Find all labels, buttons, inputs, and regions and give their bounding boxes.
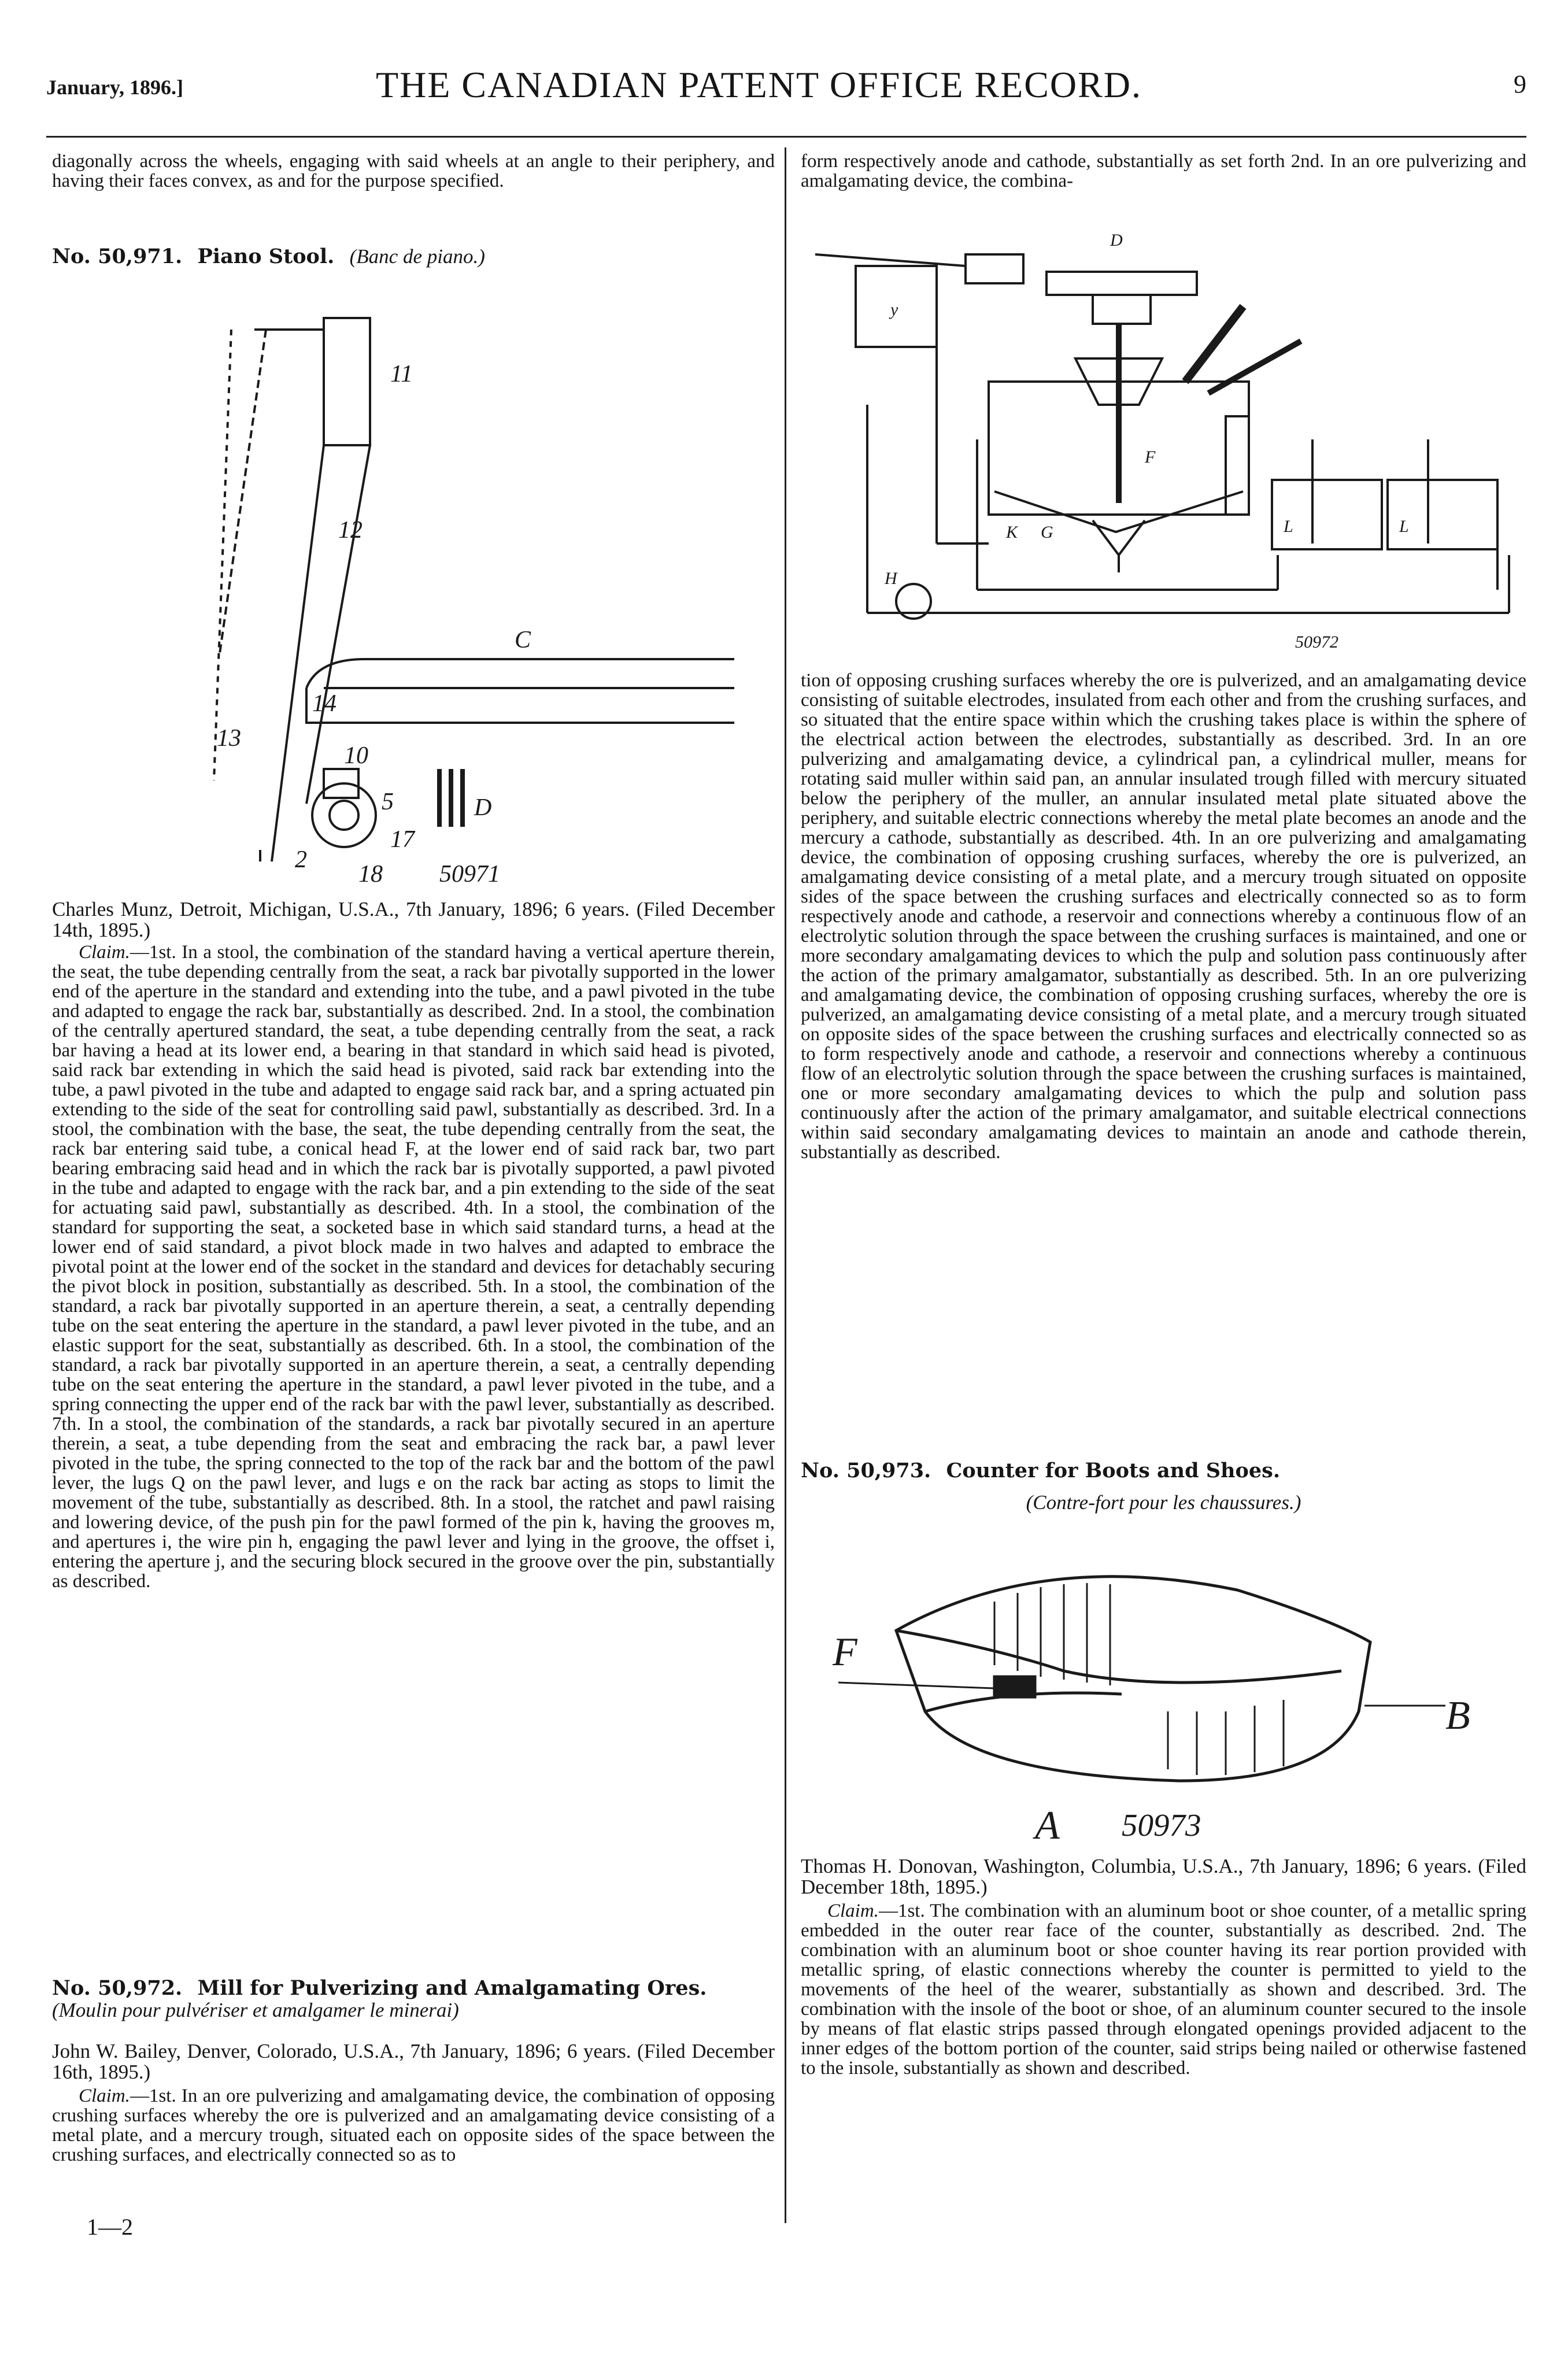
label-18: 18 (358, 861, 383, 885)
header-rule (46, 136, 1526, 138)
mill-figure (804, 231, 1526, 659)
patent-number: No. 50,973. (801, 1459, 931, 1482)
patent-heading-50973 (801, 1460, 1526, 1482)
inventor-50972: John W. Bailey, Denver, Colorado, U.S.A., 7th January, 1896; 6 years. (Filed December 16th, 1895.) (52, 2040, 775, 2083)
counter-outline (896, 1577, 1370, 1781)
patent-heading-50971 (52, 246, 775, 268)
label-d: D (1110, 231, 1123, 250)
claims-50972-continued: tion of opposing crushing surfaces whereby the ore is pulverized, and an amalgamating device consisting of suitable electrodes, insulated from each other and from the crushing surfaces, and so situated that the entire space within which the crushing takes place is within the sphere of the electrical action between the electrodes, substantially as described. 3rd. In an ore pulverizing and amalgamating device, a cylindrical pan, a cylindrical muller, means for rotating said muller within said pan, an annular insulated trough filled with mercury situated below the periphery of the muller, an annular insulated metal plate situated above the periphery, and suitable electric connections whereby the metal plate becomes an anode and the mercury a cathode, substantially as described. 4th. In an ore pulverizing and amalgamating device, the combination of opposing crushing surfaces, whereby the ore is pulverized, an amalgamating device consisting of a metal plate, and a mercury trough situated on opposite sides of the space between the crushing surfaces and electrically connected so as to form respectively anode and cathode, a reservoir and connections whereby a continuous flow of an electrolytic solution through the space between the crushing surfaces is maintained, and one or more secondary amalgamating devices to which the pulp and solution pass continuously after the action of the primary amalgamator, substantially as described. 5th. In an ore pulverizing and amalgamating device, the combination of opposing crushing surfaces, whereby the ore is pulverized, an amalgamating device consisting of a metal plate, and a mercury trough situated on opposite sides of the space between the crushing surfaces and electrically connected so as to form respectively anode and cathode, a reservoir and connections whereby a continuous flow of an electrolytic solution through the space between the crushing surfaces is maintained, one or more secondary amalgamating devices to which the pulp and solution pass continuously after the action of the primary amalgamator, and suitable electrical connections within said secondary amalgamating devices to maintain an anode and cathode therein, substantially as described. (801, 670, 1526, 1163)
secondary-tank-1 (1272, 480, 1382, 549)
patent-number: No. 50,972. (52, 1976, 183, 2000)
page-header (46, 64, 1526, 110)
signature-mark: 1—2 (87, 2214, 133, 2240)
label-2: 2 (295, 846, 307, 873)
stool-wheel (312, 783, 376, 847)
claims-50971 (52, 942, 775, 1591)
column-divider (785, 147, 786, 2223)
label-d: D (474, 794, 492, 821)
pulley (1046, 272, 1197, 295)
continued-text: form respectively anode and cathode, substantially as set forth 2nd. In an ore pulverizing and amalgamating device, the combina- (801, 151, 1526, 191)
figure-number: 50973 (1122, 1807, 1201, 1843)
claim-label: Claim. (79, 942, 130, 963)
patent-title: Counter for Boots and Shoes. (946, 1459, 1281, 1482)
label-l2: L (1399, 517, 1409, 536)
patent-title: Mill for Pulverizing and Amalgamating Ores. (197, 1976, 707, 2000)
label-13: 13 (217, 725, 241, 752)
patent-number: No. 50,971. (52, 245, 183, 268)
intro-paragraph: diagonally across the wheels, engaging with said wheels at an angle to their periphery, and having their faces convex, as and for the purpose specified. (52, 151, 775, 191)
label-g: G (1041, 523, 1053, 542)
claims-text: —1st. In a stool, the combination of the standard having a vertical aperture therein, the seat, the tube depending centrally from the seat, a rack bar pivotally supported in the lower end of the aperture in the standard and extending into the tube, and a pawl pivoted in the tube and adapted to engage the rack bar, substantially as described. 2nd. In a stool, the combination of the centrally apertured standard, the seat, a tube depending centrally from the seat, a rack bar having a head at its lower end, a bearing in that standard in which said head is pivoted, said rack bar extending in which the said head is pivoted, said rack bar extending into the tube, a pawl pivoted in the tube and adapted to engage said rack bar, and a spring actuated pin extending to the side of the seat for controlling said pawl, substantially as described. 3rd. In a stool, the combination with the base, the seat, the tube depending centrally from the seat, the rack bar entering said tube, a conical head F, at the lower end of said rack bar, two part bearing embracing said head and in which the rack bar is pivotally supported, a pawl pivoted in the tube and adapted to engage with the rack bar, and a pin extending to the side of the seat for actuating said pawl, substantially as described. 4th. In a stool, the combination of the standard for supporting the seat, a socketed base in which said standard turns, a head at the lower end of said standard, a pivot block made in two halves and adapted to embrace the pivotal point at the lower end of the socket in the standard and devices for detachably securing the pivot block in position, substantially as described. 5th. In a stool, the combination of the standard, a rack bar pivotally supported in an aperture therein, a seat, a centrally depending tube on the seat entering the aperture in the standard, a pawl lever pivoted in the tube, and an elastic support for the seat, substantially as described. 6th. In a stool, the combination of the standard, a rack bar pivotally supported in an aperture therein, a seat, a centrally depending tube on the seat entering the aperture in the standard, a pawl lever pivoted in the tube, and a spring connecting the upper end of the rack bar with the pawl lever, substantially as described. 7th. In a stool, the combination of the standards, a rack bar pivotally secured in an aperture therein, a seat, a tube depending from the seat and embracing the rack bar, a pawl lever pivoted in the tube, the spring connected to the top of the rack bar and the bottom of the pawl lever, the lugs Q on the pawl lever, and lugs e on the rack bar acting as stops to limit the movement of the tube, substantially as described. 8th. In a stool, the ratchet and pawl raising and lowering device, of the push pin for the pawl formed of the pin k, having the grooves m, and apertures i, the wire pin h, engaging the pawl lever and lying in the groove, the offset i, entering the aperture j, and the securing block secured in the groove over the pin, substantially as described. (52, 942, 775, 1592)
boot-counter-figure (821, 1538, 1515, 1844)
label-f: F (833, 1630, 857, 1674)
label-10: 10 (344, 742, 368, 769)
label-f: F (1145, 448, 1156, 467)
label-17: 17 (390, 826, 415, 853)
claims-text: —1st. The combination with an aluminum boot or shoe counter, of a metallic spring embedded in the outer rear face of the counter, substantially as described. 2nd. The combination with an aluminum boot or shoe counter having its rear portion provided with metallic spring, of elastic connections whereby the counter is permitted to yield to the movements of the heel of the wearer, substantially as shown and described. 3rd. The combination with the insole of the boot or shoe, of an aluminum counter secured to the insole by means of flat elastic strips passed through elongated openings provided adjacent to the inner edges of the bottom portion of the counter, said strips being nailed or otherwise fastened to the insole, substantially as shown and described. (801, 1900, 1526, 2079)
figure-number: 50971 (439, 861, 500, 885)
header-date: January, 1896.] (46, 76, 184, 99)
patent-french-title: (Contre-fort pour les chaussures.) (1026, 1491, 1301, 1514)
header-title: THE CANADIAN PATENT OFFICE RECORD. (376, 64, 1142, 105)
inventor-50973: Thomas H. Donovan, Washington, Columbia, U.S.A., 7th January, 1896; 6 years. (Filed December 18th, 1895.) (801, 1855, 1526, 1898)
label-12: 12 (338, 517, 363, 543)
page-number: 9 (1514, 70, 1526, 98)
label-c: C (515, 627, 531, 653)
label-l1: L (1284, 517, 1293, 536)
patent-french-title: (Banc de piano.) (349, 245, 485, 268)
claims-text: —1st. In an ore pulverizing and amalgamating device, the combination of opposing crushing surfaces whereby the ore is pulverized and an amalgamating device consisting of a metal plate, and a mercury trough, situated each on opposite sides of the space between the crushing surfaces, and electrically connected so as to (52, 2086, 775, 2165)
label-h: H (885, 569, 897, 588)
patent-heading-50972 (52, 1977, 775, 2021)
label-11: 11 (390, 361, 413, 387)
claims-50973 (801, 1901, 1526, 2078)
stool-seat (306, 659, 734, 723)
patent-french-title-50973 (801, 1492, 1526, 1514)
claim-label: Claim. (79, 2086, 130, 2106)
label-y: y (890, 300, 898, 319)
label-a: A (1035, 1803, 1060, 1844)
spring-tab (994, 1677, 1035, 1697)
label-b: B (1445, 1694, 1470, 1738)
label-14: 14 (312, 690, 336, 717)
patent-title: Piano Stool. (197, 245, 335, 268)
claim-label: Claim. (827, 1900, 879, 1921)
label-5: 5 (382, 789, 394, 815)
inventor-50971: Charles Munz, Detroit, Michigan, U.S.A., 7th January, 1896; 6 years. (Filed December 14th, 1895.) (52, 898, 775, 941)
stool-leg-top (324, 318, 370, 445)
piano-stool-figure (191, 306, 746, 885)
figure-number: 50972 (1295, 633, 1338, 652)
label-k: K (1006, 523, 1018, 542)
patent-french-title: (Moulin pour pulvériser et amalgamer le minerai) (52, 1999, 459, 2021)
claims-50972 (52, 2086, 775, 2165)
secondary-tank-2 (1388, 480, 1497, 549)
